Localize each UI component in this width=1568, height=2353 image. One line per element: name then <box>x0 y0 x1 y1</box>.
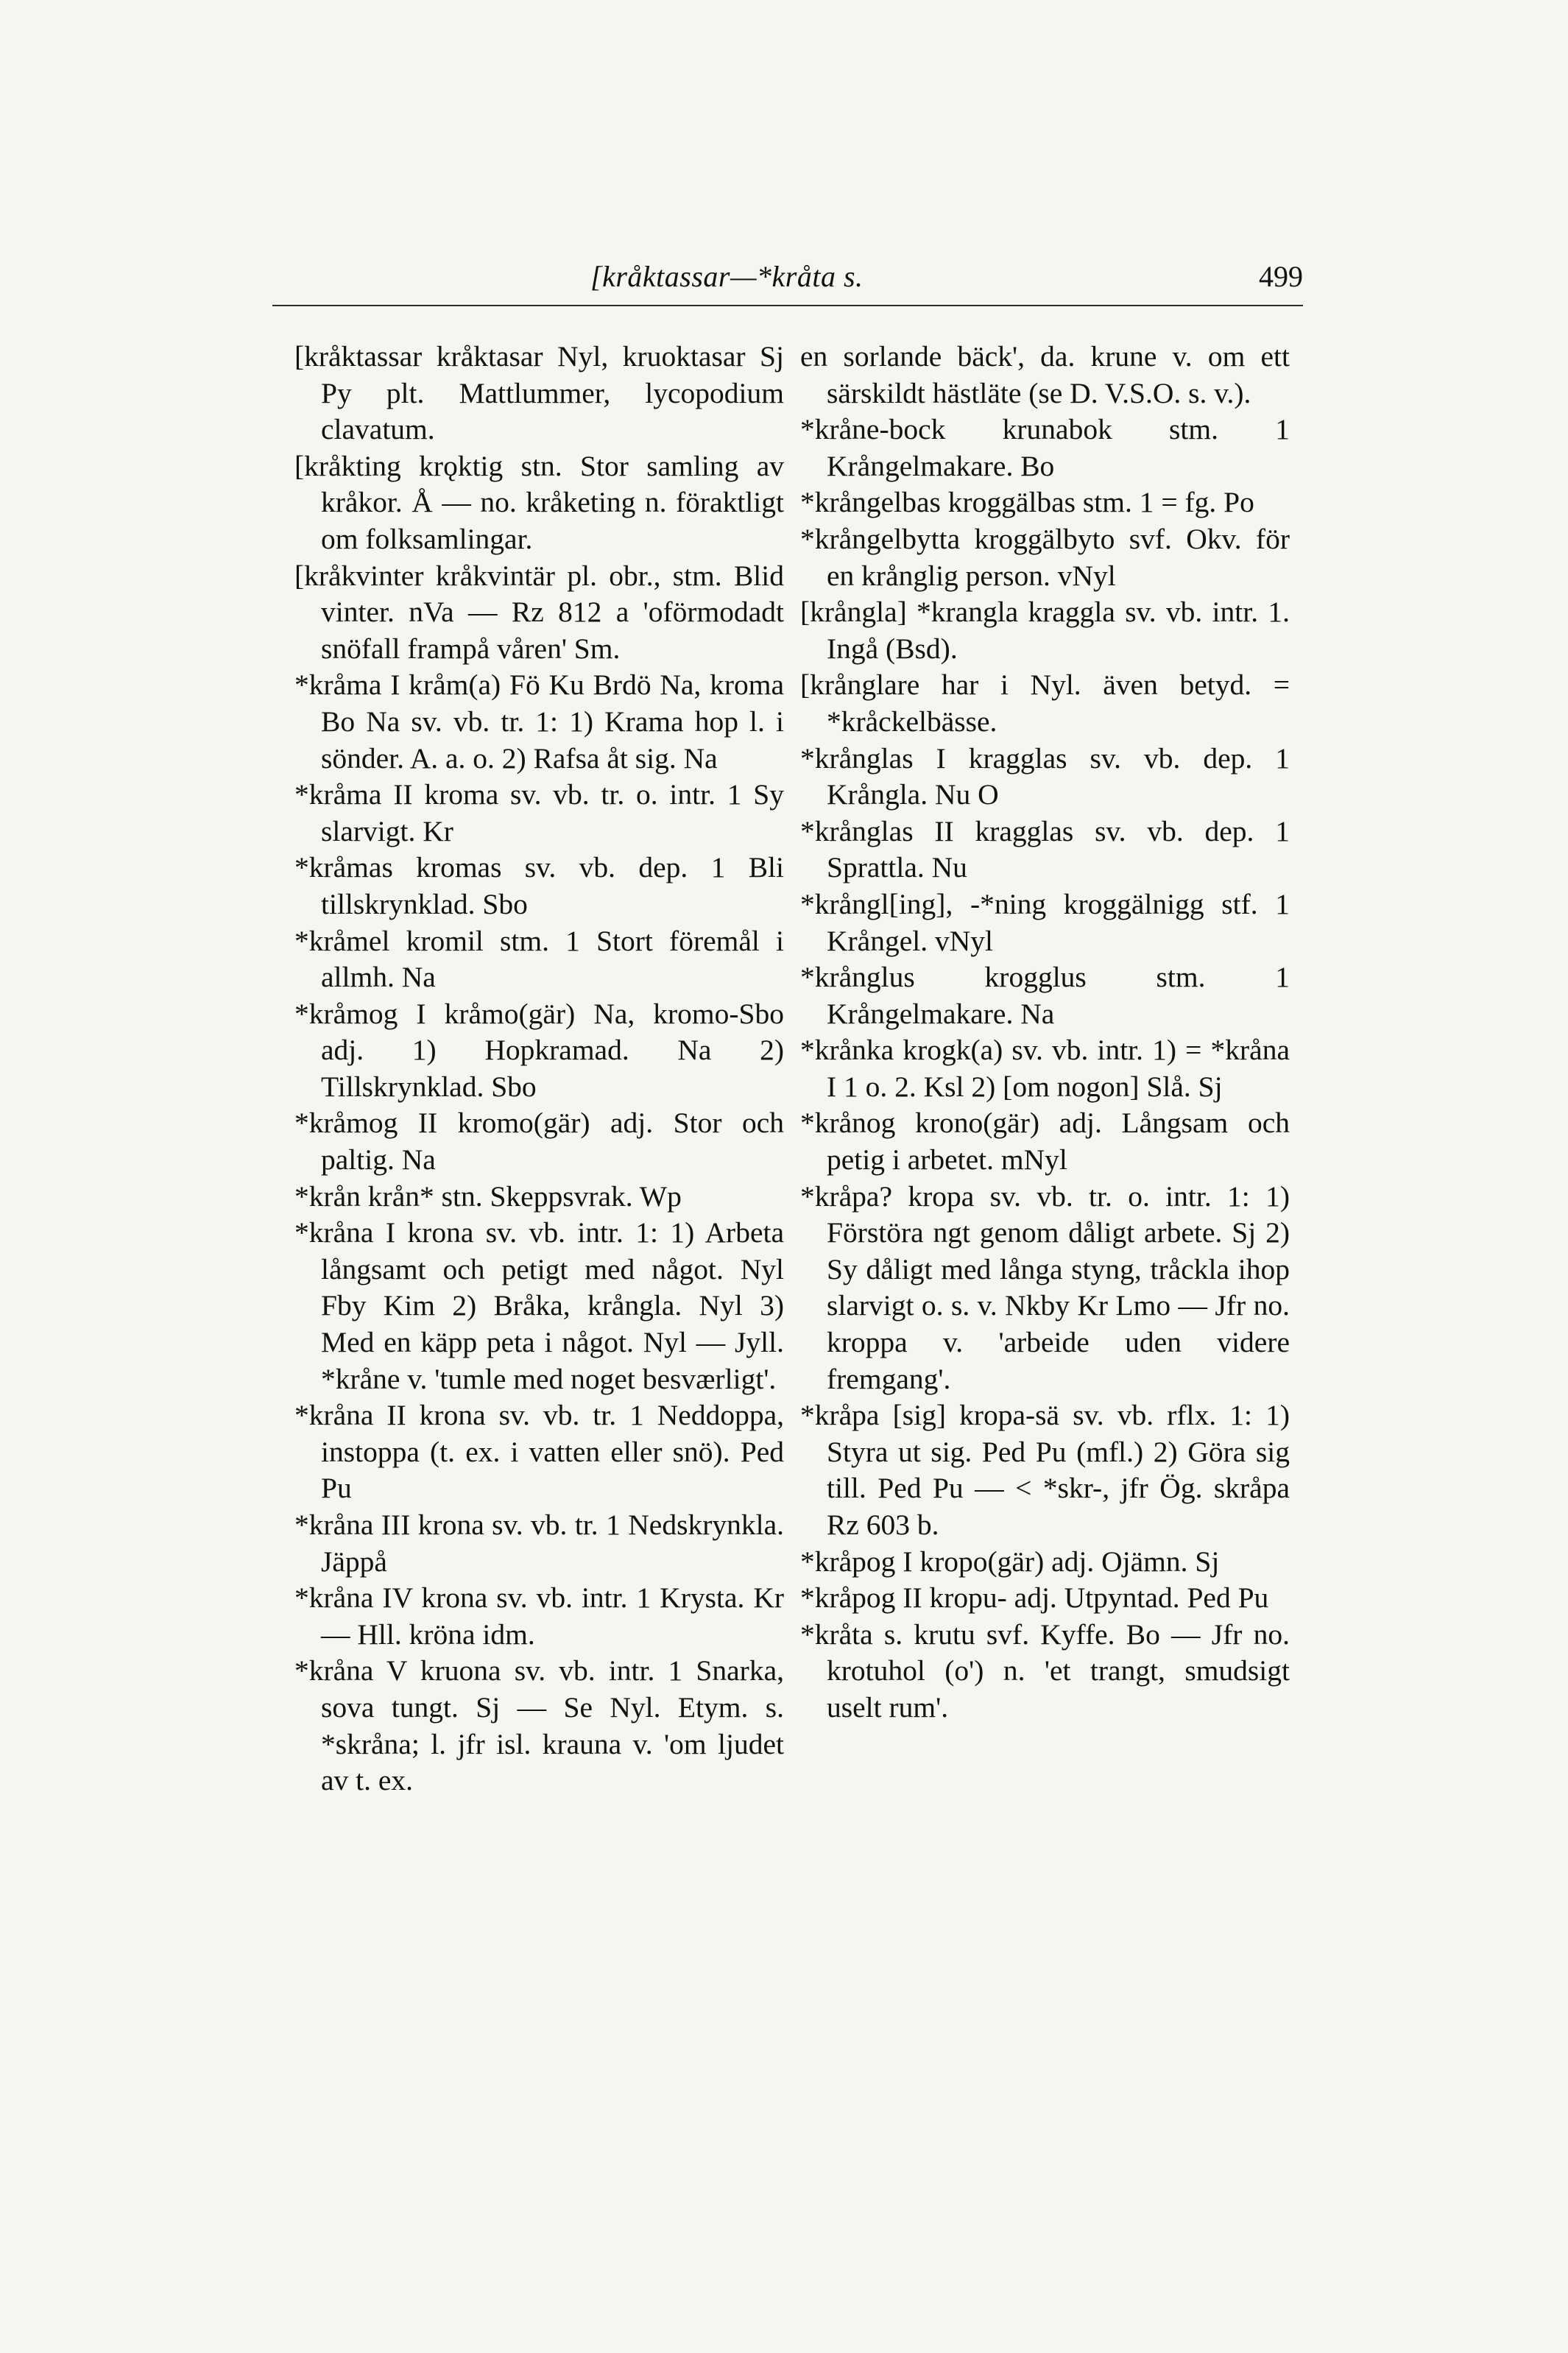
page-number: 499 <box>1259 260 1303 293</box>
header-rule <box>272 305 1303 306</box>
dictionary-entry: *kråmog II kromo(gär) adj. Stor och paltig. Na <box>294 1107 784 1176</box>
dictionary-entry: *kråpog I kropo(gär) adj. Ojämn. Sj <box>800 1545 1220 1578</box>
dictionary-entry: *kråma II kroma sv. vb. tr. o. intr. 1 Sy slarvigt. Kr <box>294 778 784 847</box>
dictionary-entry: [krångla] *krangla kraggla sv. vb. intr. 1. Ingå (Bsd). <box>800 596 1290 665</box>
dictionary-entry: *kråna V kruona sv. vb. intr. 1 Snarka, sova tungt. Sj — Se Nyl. Etym. s. *skråna; l. jfr isl. krauna v. 'om ljudet av t. ex. <box>294 1654 784 1797</box>
dictionary-entry: [krånglare har i Nyl. även betyd. = *kråckelbässe. <box>800 668 1290 738</box>
dictionary-entry: [kråktassar kråktasar Nyl, kruoktasar Sj Py plt. Mattlummer, lycopodium clavatum. <box>294 340 784 446</box>
page-header <box>272 259 1303 303</box>
dictionary-entry: *kråmas kromas sv. vb. dep. 1 Bli tillskrynklad. Sbo <box>294 851 784 920</box>
dictionary-entry: *krånglus krogglus stm. 1 Krångelmakare. Na <box>800 961 1290 1030</box>
dictionary-entry: *kråmel kromil stm. 1 Stort föremål i allmh. Na <box>294 924 784 994</box>
left-column <box>294 339 784 1799</box>
dictionary-entry: *kråna III krona sv. vb. tr. 1 Nedskrynkla. Jäppå <box>294 1509 784 1578</box>
dictionary-entry: *krångl[ing], -*ning kroggälnigg stf. 1 Krångel. vNyl <box>800 887 1290 957</box>
dictionary-entry: [kråkvinter kråkvintär pl. obr., stm. Blid vinter. nVa — Rz 812 a 'oförmodadt snöfall frampå våren' Sm. <box>294 559 784 665</box>
dictionary-entry: *kråmog I kråmo(gär) Na, kromo-Sbo adj. 1) Hopkramad. Na 2) Tillskrynklad. Sbo <box>294 997 784 1103</box>
dictionary-entry: *kråpog II kropu- adj. Utpyntad. Ped Pu <box>800 1581 1269 1615</box>
dictionary-entry: *kråta s. krutu svf. Kyffe. Bo — Jfr no. krotuhol (o') n. 'et trangt, smudsigt uselt rum'. <box>800 1618 1290 1724</box>
dictionary-entry: *krångelbas kroggälbas stm. 1 = fg. Po <box>800 486 1254 519</box>
running-head: [kråktassar—*kråta s. <box>590 260 864 293</box>
dictionary-entry: *krånglas II kragglas sv. vb. dep. 1 Sprattla. Nu <box>800 814 1290 884</box>
dictionary-entry: *kråpa [sig] kropa-sä sv. vb. rflx. 1: 1) Styra ut sig. Ped Pu (mfl.) 2) Göra sig till. Ped Pu — < *skr-, jfr Ög. skråpa Rz 603 b. <box>800 1399 1290 1541</box>
dictionary-entry: *kråna I krona sv. vb. intr. 1: 1) Arbeta långsamt och petigt med något. Nyl Fby Kim 2) Bråka, krångla. Nyl 3) Med en käpp peta i något. Nyl — Jyll. *kråne v. 'tumle med noget besværligt'. <box>294 1216 784 1395</box>
dictionary-entry: en sorlande bäck', da. krune v. om ett särskildt hästläte (se D. V.S.O. s. v.). <box>800 340 1290 409</box>
dictionary-entry: *krångelbytta kroggälbyto svf. Okv. för en krånglig person. vNyl <box>800 522 1290 592</box>
dictionary-entry: [kråkting krǫktig stn. Stor samling av kråkor. Å — no. kråketing n. föraktligt om folksamlingar. <box>294 449 784 555</box>
dictionary-entry: *kråna II krona sv. vb. tr. 1 Neddoppa, instoppa (t. ex. i vatten eller snö). Ped Pu <box>294 1399 784 1505</box>
right-column <box>800 339 1290 1726</box>
dictionary-entry: *kråna IV krona sv. vb. intr. 1 Krysta. Kr — Hll. kröna idm. <box>294 1581 784 1651</box>
dictionary-entry: *kråpa? kropa sv. vb. tr. o. intr. 1: 1) Förstöra ngt genom dåligt arbete. Sj 2) Sy dåligt med långa styng, tråckla ihop slarvigt o. s. v. Nkby Kr Lmo — Jfr no. kroppa v. 'arbeide uden videre fremgang'. <box>800 1179 1290 1395</box>
dictionary-entry: *kråma I kråm(a) Fö Ku Brdö Na, kroma Bo Na sv. vb. tr. 1: 1) Krama hop l. i sönder. A. a. o. 2) Rafsa åt sig. Na <box>294 668 784 775</box>
dictionary-entry: *kråne-bock krunabok stm. 1 Krångelmakare. Bo <box>800 413 1290 482</box>
dictionary-entry: *krånog krono(gär) adj. Långsam och petig i arbetet. mNyl <box>800 1107 1290 1176</box>
dictionary-entry: *krånglas I kragglas sv. vb. dep. 1 Krångla. Nu O <box>800 741 1290 811</box>
dictionary-entry: *krån krån* stn. Skeppsvrak. Wp <box>294 1179 682 1213</box>
dictionary-entry: *krånka krogk(a) sv. vb. intr. 1) = *kråna I 1 o. 2. Ksl 2) [om nogon] Slå. Sj <box>800 1034 1290 1103</box>
